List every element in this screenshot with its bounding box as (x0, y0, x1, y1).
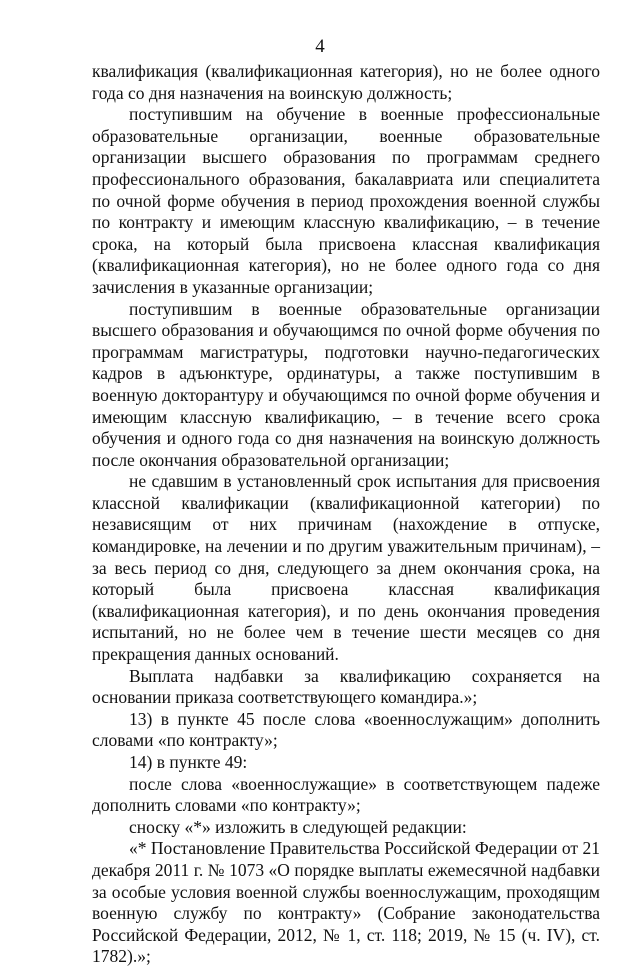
paragraph-higher-education-orgs: поступившим в военные образовательные организации высшего образования и обучающимся по очной форме обучения по программам магистратуры, подготовки научно-педагогических кадров в адъюнктуре, ординатуры, а также поступившим в военную докторантуру и обучающимся по очной форме обучения и имеющим классную квалификацию, – в течение всего срока обучения и одного года со дня назначения на воинскую должность после окончания образовательной организации; (92, 298, 600, 470)
paragraph-footnote-instruction: сноску «*» изложить в следующей редакции: (129, 816, 467, 837)
paragraph-item-14: 14) в пункте 49: (129, 752, 248, 772)
paragraph-item-13: 13) в пункте 45 после слова «военнослужащим» дополнить словами «по контракту»; (92, 708, 600, 751)
paragraph-failed-tests: не сдавшим в установленный срок испытания для присвоения классной квалификации (квалификационной категории) по независящим от них причинам (нахождение в отпуске, командировке, на лечении и по другим уважительным причинам), – за весь период со дня, следующего за днем окончания срока, на который была присвоена классная квалификация (квалификационная категория), и по день окончания проведения испытаний, но не более чем в течение шести месяцев со дня прекращения данных оснований. (92, 471, 600, 665)
page-number: 4 (315, 36, 325, 57)
document-body (92, 61, 600, 968)
paragraph-after-word: после слова «военнослужащие» в соответствующем падеже дополнить словами «по контракту»; (92, 773, 600, 816)
paragraph-footnote-text: «* Постановление Правительства Российской Федерации от 21 декабря 2011 г. № 1073 «О порядке выплаты ежемесячной надбавки за особые условия военной службы военнослужащим, проходящим военную службу по контракту» (Собрание законодательства Российской Федерации, 2012, № 1, ст. 118; 2019, № 15 (ч. IV), ст. 1782).»; (92, 838, 600, 967)
paragraph-allowance-retention: Выплата надбавки за квалификацию сохраняется на основании приказа соответствующего командира.»; (92, 665, 600, 708)
paragraph-military-professional-orgs: поступившим на обучение в военные профессиональные образовательные организации, военные образовательные организации высшего образования по программам среднего профессионального образования, бакалавриата или специалитета по очной форме обучения в период прохождения военной службы по контракту и имеющим классную квалификацию, – в течение срока, на который была присвоена классная квалификация (квалификационная категория), но не более одного года со дня зачисления в указанные организации; (92, 104, 600, 297)
paragraph-continuation: квалификация (квалификационная категория), но не более одного года со дня назначения на воинскую должность; (92, 61, 600, 103)
